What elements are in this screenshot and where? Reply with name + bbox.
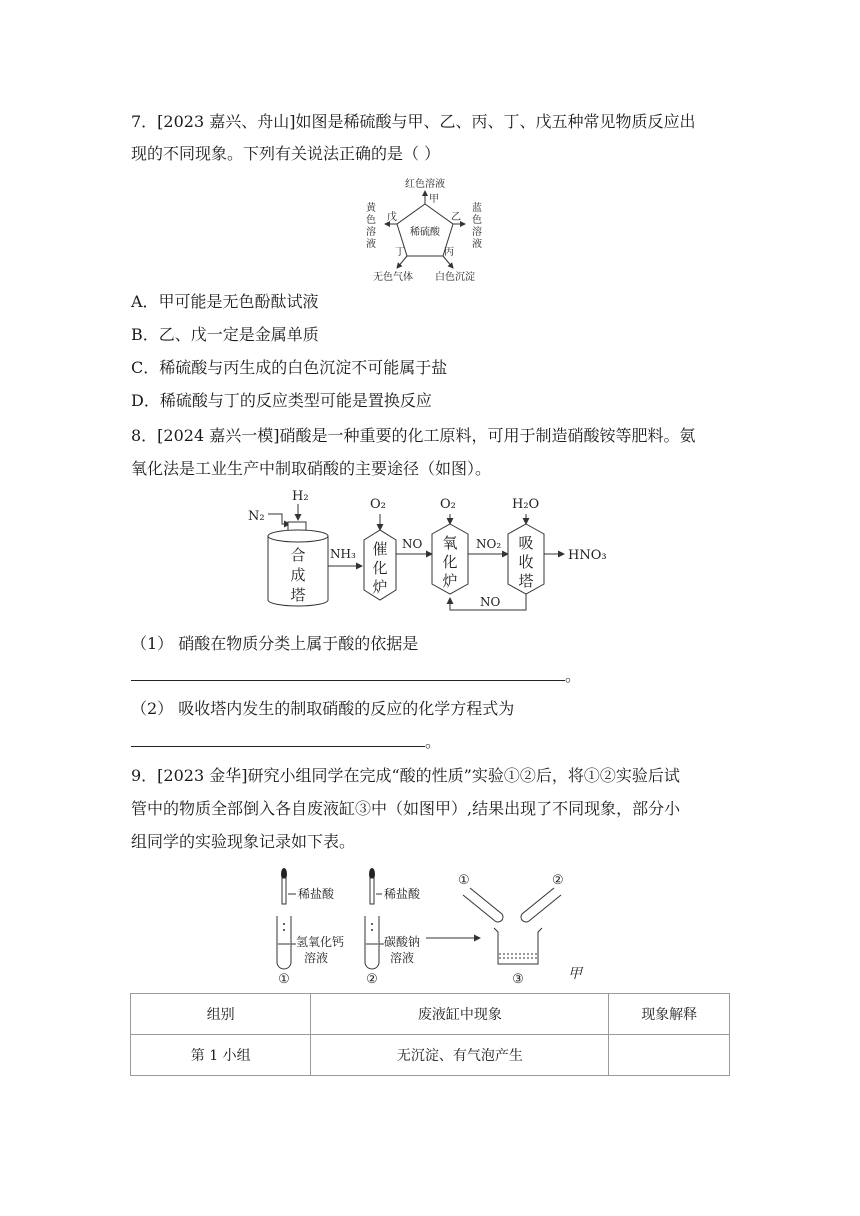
q7-top-node: 甲 xyxy=(429,194,439,205)
q9-pour2-number: ② xyxy=(552,873,564,888)
q9-sol2-line1: 碳酸钠 xyxy=(384,935,421,949)
q7-option-d[interactable]: D．稀硫酸与丁的反应类型可能是置换反应 xyxy=(131,391,432,410)
q8-tower4-char2: 收 xyxy=(518,553,534,571)
q8-stem-line1: 8．[2024 嘉兴一模]硝酸是一种重要的化工原料，可用于制造硝酸铵等肥料。氨 xyxy=(131,426,696,445)
q9-results-table xyxy=(130,993,730,1076)
header-group: 组别 xyxy=(131,994,311,1035)
q8-sub1-prompt: （1） 硝酸在物质分类上属于酸的依据是 xyxy=(131,634,419,653)
header-explanation: 现象解释 xyxy=(609,994,730,1035)
q7-right-label-1: 蓝 xyxy=(472,203,482,214)
q9-figure-label: 甲 xyxy=(568,966,582,982)
q8-tower1-char3: 塔 xyxy=(290,586,306,604)
table-header-row xyxy=(131,994,730,1035)
q9-stem-line3: 组同学的实验现象记录如下表。 xyxy=(131,832,356,851)
q7-stem-line2: 现的不同现象。下列有关说法正确的是（ ） xyxy=(131,144,441,163)
q8-o2a-label: O₂ xyxy=(370,497,386,512)
q8-tower3-char3: 炉 xyxy=(442,572,458,590)
q8-no-recycle-label: NO xyxy=(480,595,501,609)
row1-group: 第 1 小组 xyxy=(131,1035,311,1076)
q7-bottom-left-label: 无色气体 xyxy=(373,272,413,283)
q7-option-b[interactable]: B．乙、戊一定是金属单质 xyxy=(131,325,319,344)
q7-stem-line1: 7．[2023 嘉兴、舟山]如图是稀硫酸与甲、乙、丙、丁、戊五种常见物质反应出 xyxy=(131,112,696,131)
q8-tower1-char1: 合 xyxy=(290,546,306,564)
header-phenomenon: 废液缸中现象 xyxy=(311,994,609,1035)
q8-sub2-period: 。 xyxy=(425,732,442,751)
q8-tower1-char2: 成 xyxy=(290,566,306,584)
q8-h2-label: H₂ xyxy=(292,489,309,504)
q7-left-label-4: 液 xyxy=(366,239,376,250)
q9-stem-line2: 管中的物质全部倒入各自废液缸③中（如图甲）,结果出现了不同现象，部分小 xyxy=(131,799,681,818)
q8-n2-label: N₂ xyxy=(248,509,265,524)
q8-sub1-answer-blank[interactable] xyxy=(131,664,565,681)
q8-no-label: NO xyxy=(402,537,423,551)
q8-sub2-answer-row xyxy=(131,730,441,754)
q9-acid1-label: 稀盐酸 xyxy=(298,887,335,901)
q8-stem-line2: 氧化法是工业生产中制取硝酸的主要途径（如图）。 xyxy=(131,459,492,478)
q8-nh3-label: NH₃ xyxy=(330,547,356,561)
q7-option-a[interactable]: A．甲可能是无色酚酞试液 xyxy=(131,292,319,311)
q8-sub1-period: 。 xyxy=(565,666,582,685)
q8-tower2-char3: 炉 xyxy=(372,578,388,596)
q9-experiment-figure xyxy=(262,864,592,988)
q7-bottom-left-node: 丁 xyxy=(395,247,405,258)
q8-sub1-answer-row xyxy=(131,664,581,688)
q9-sol1-line2: 溶液 xyxy=(304,951,329,965)
q7-bottom-right-node: 丙 xyxy=(444,247,454,258)
q9-sol2-line2: 溶液 xyxy=(390,951,415,965)
q9-acid2-label: 稀盐酸 xyxy=(384,887,421,901)
q8-tower4-char3: 塔 xyxy=(518,572,534,590)
q8-tower4-char1: 吸 xyxy=(518,534,534,552)
q8-tower3-char1: 氧 xyxy=(442,534,458,552)
q8-tower2-char1: 催 xyxy=(372,540,388,558)
q7-option-c[interactable]: C．稀硫酸与丙生成的白色沉淀不可能属于盐 xyxy=(131,358,448,377)
q7-left-node: 戊 xyxy=(387,212,397,223)
q9-beaker-number: ③ xyxy=(512,972,524,987)
q9-stem-line1: 9．[2023 金华]研究小组同学在完成“酸的性质”实验①②后，将①②实验后试 xyxy=(131,766,680,785)
q7-left-label-3: 溶 xyxy=(366,227,376,238)
q9-tube2-number: ② xyxy=(366,972,378,987)
q7-top-label: 红色溶液 xyxy=(405,179,445,190)
q8-sub2-answer-blank[interactable] xyxy=(131,730,425,747)
q8-process-diagram xyxy=(240,486,640,620)
q7-pentagon-diagram xyxy=(355,172,495,286)
q7-right-label-4: 液 xyxy=(472,239,482,250)
row1-phenomenon: 无沉淀、有气泡产生 xyxy=(311,1035,609,1076)
q8-o2b-label: O₂ xyxy=(440,497,456,512)
q8-tower3-char2: 化 xyxy=(442,553,458,571)
q8-hno3-label: HNO₃ xyxy=(568,548,607,563)
q7-right-node: 乙 xyxy=(451,212,461,223)
q8-tower2-char2: 化 xyxy=(372,559,388,577)
q8-h2o-label: H₂O xyxy=(512,497,540,512)
q7-left-label-2: 色 xyxy=(366,215,376,226)
q7-center-label: 稀硫酸 xyxy=(410,227,440,238)
q7-left-label-1: 黄 xyxy=(366,203,376,214)
q9-tube1-number: ① xyxy=(278,972,290,987)
q7-bottom-right-label: 白色沉淀 xyxy=(435,272,475,283)
q7-right-label-2: 色 xyxy=(472,215,482,226)
table-row xyxy=(131,1035,730,1076)
q9-pour1-number: ① xyxy=(458,873,470,888)
q9-sol1-line1: 氢氧化钙 xyxy=(296,935,345,949)
row1-explanation-cell[interactable] xyxy=(609,1035,730,1076)
q8-no2-label: NO₂ xyxy=(476,537,502,551)
q8-sub2-prompt: （2） 吸收塔内发生的制取硝酸的反应的化学方程式为 xyxy=(131,699,515,718)
q7-right-label-3: 溶 xyxy=(472,227,482,238)
